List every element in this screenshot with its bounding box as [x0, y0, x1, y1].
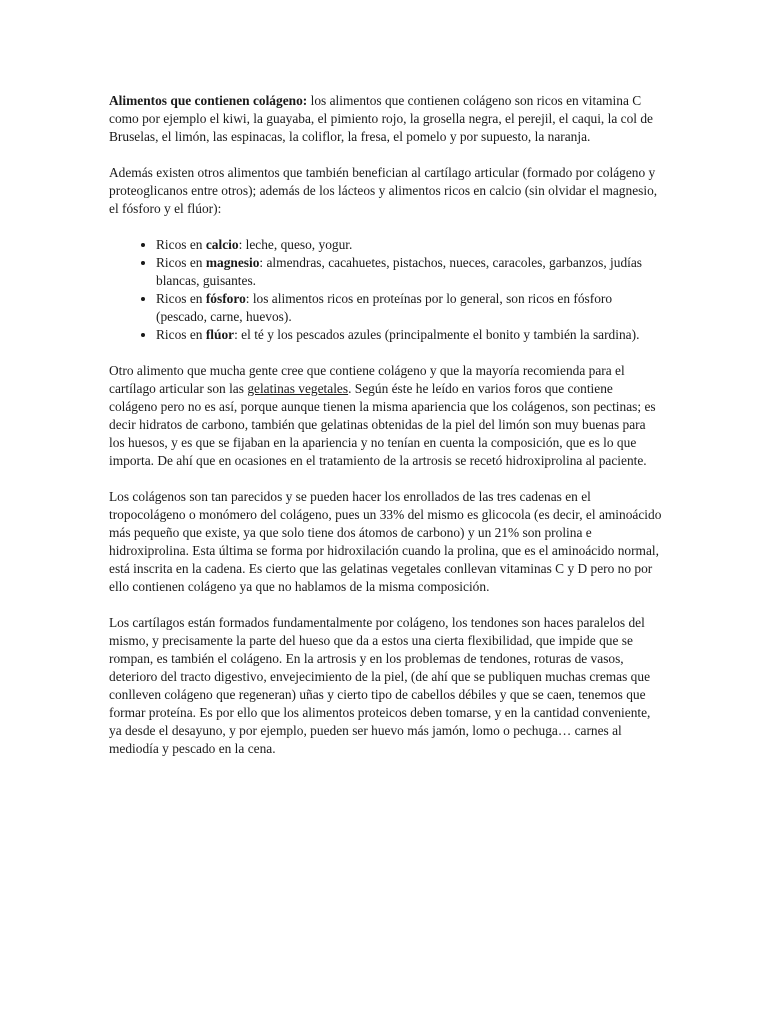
- intro-text: los alimentos que contienen colágeno son ricos en vitamina C como por ejemplo el kiwi, la guayaba, el pimiento rojo, la grosella negra, el perejil, el caqui, la col de Bruselas, el limón, las espinacas, la coliflor, la fresa, el pomelo y por supuesto, la naranja.: [109, 93, 653, 144]
- list-item: • Ricos en calcio: leche, queso, yogur.: [156, 236, 664, 254]
- document-page: [109, 92, 664, 776]
- nutrient-list: [109, 236, 664, 344]
- nutrient-fluor: flúor: [205, 327, 235, 342]
- list-item: • Ricos en magnesio: almendras, cacahuetes, pistachos, nueces, caracoles, garbanzos, judías blancas, guisantes.: [156, 254, 664, 290]
- list-item: • Ricos en flúor: el té y los pescados azules (principalmente el bonito y también la sardina).: [156, 326, 664, 344]
- nutrient-calcio: calcio: [205, 237, 239, 252]
- paragraph-intro: [109, 92, 664, 146]
- nutrient-magnesio: magnesio: [205, 255, 260, 270]
- paragraph-gelatinas: Otro alimento que mucha gente cree que contiene colágeno y que la mayoría recomienda para el cartílago articular son las gelatinas vegetales. Según éste he leído en varios foros que contiene colágeno pero no es así, porque aunque tienen la misma apariencia que los colágenos, son pectinas; es decir hidratos de carbono, también que gelatinas obtenidas de la piel del limón son muy buenas para los huesos, y es que se fijaban en la apariencia y no tenían en cuenta la composición, que es lo que importa. De ahí que en ocasiones en el tratamiento de la artrosis se recetó hidroxiprolina al paciente.: [109, 363, 656, 468]
- gelatinas-vegetales-link[interactable]: gelatinas vegetales: [247, 381, 349, 396]
- paragraph-colagenos: Los colágenos son tan parecidos y se pueden hacer los enrollados de las tres cadenas en el tropocolágeno o monómero del colágeno, pues un 33% del mismo es glicocola (es decir, el aminoácido más pequeño que existe, ya que solo tiene dos átomos de carbono) y un 21% son prolina e hidroxiprolina. Esta última se forma por hidroxilación cuando la prolina, que es el aminoácido normal, está inscrita en la cadena. Es cierto que las gelatinas vegetales conllevan vitaminas C y D pero no por ello contienen colágeno ya que no hablamos de la misma composición.: [109, 489, 662, 594]
- paragraph-cartilagos: Los cartílagos están formados fundamentalmente por colágeno, los tendones son haces paralelos del mismo, y precisamente la parte del hueso que da a estos una cierta flexibilidad, que impide que se rompan, es también el colágeno. En la artrosis y en los problemas de tendones, roturas de vasos, deterioro del tracto digestivo, envejecimiento de la piel, (de ahí que se publiquen muchas cremas que conlleven colágeno que regeneran) uñas y cierto tipo de cabellos débiles y que se caen, tenemos que formar proteína. Es por ello que los alimentos proteicos deben tomarse, y en la cantidad conveniente, ya desde el desayuno, y por ejemplo, pueden ser huevo más jamón, lomo o pechuga… carnes al mediodía y pescado en la cena.: [109, 615, 651, 756]
- list-item: • Ricos en fósforo: los alimentos ricos en proteínas por lo general, son ricos en fósforo (pescado, carne, huevos).: [156, 290, 664, 326]
- paragraph-other-foods: Además existen otros alimentos que también benefician al cartílago articular (formado por colágeno y proteoglicanos entre otros); además de los lácteos y alimentos ricos en calcio (sin olvidar el magnesio, el fósforo y el flúor):: [109, 165, 658, 216]
- nutrient-fosforo: fósforo: [205, 291, 246, 306]
- intro-heading: Alimentos que contienen colágeno:: [109, 93, 308, 108]
